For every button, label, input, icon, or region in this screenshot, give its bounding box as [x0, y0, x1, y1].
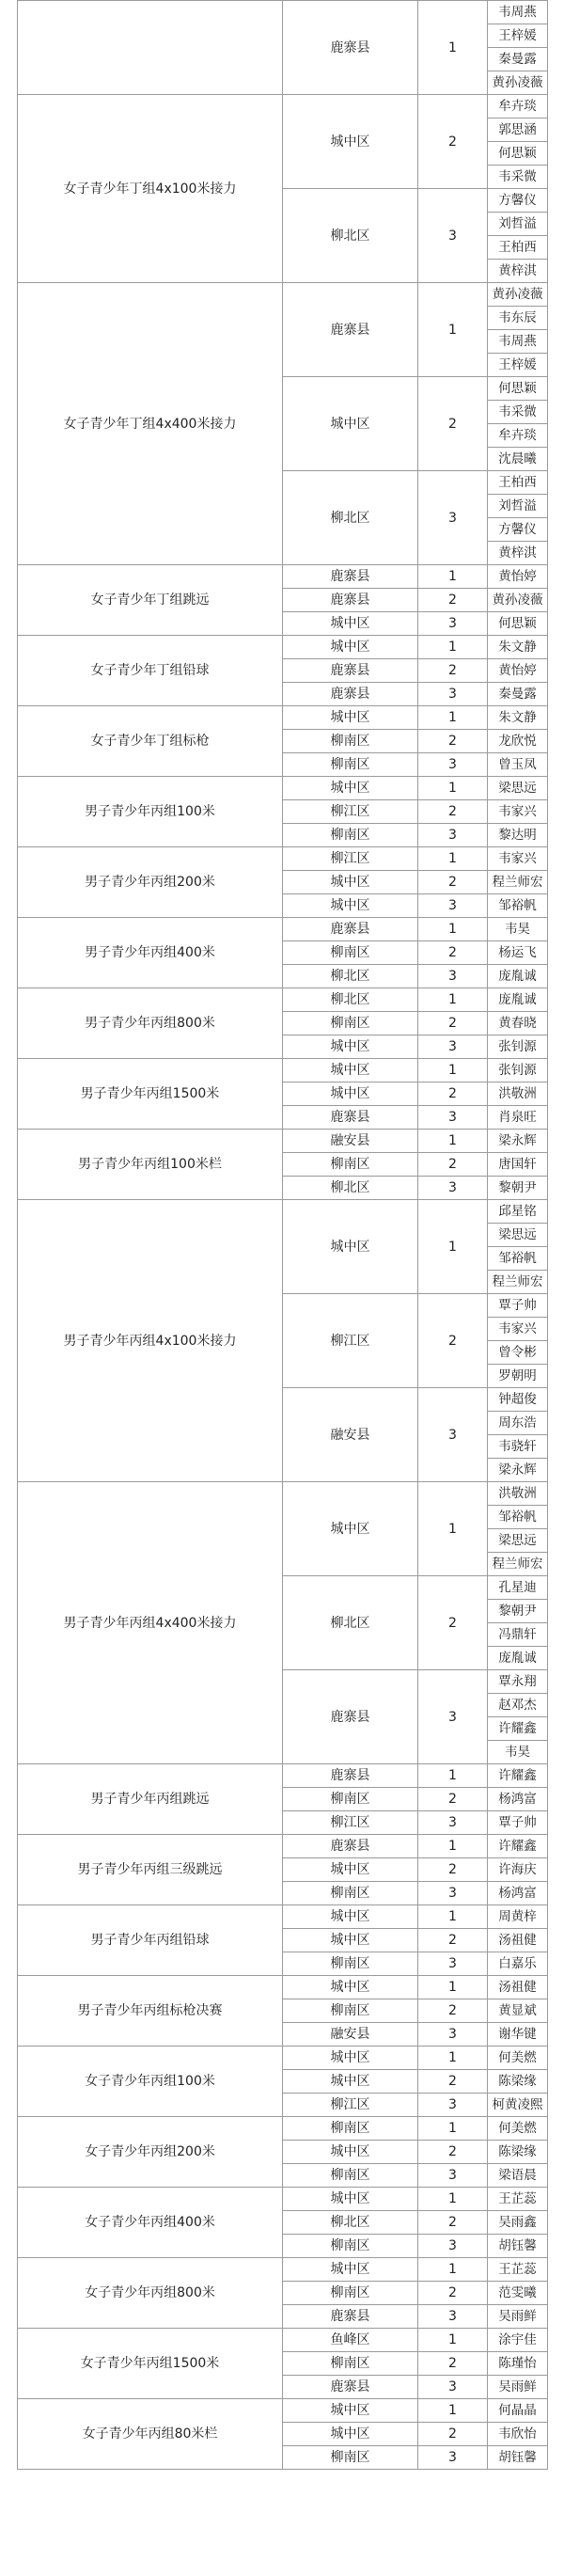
athlete-name: 胡钰馨: [488, 2235, 548, 2258]
athlete-name: 许耀鑫: [488, 1835, 548, 1858]
event-name: 女子青少年丙组1500米: [18, 2329, 283, 2399]
athlete-name: 黎朝尹: [488, 1177, 548, 1200]
table-row: [18, 988, 548, 1012]
athlete-name: 罗朝明: [488, 1365, 548, 1388]
rank: 2: [418, 1012, 488, 1035]
district: 柳南区: [283, 2282, 418, 2305]
table-row: [18, 1200, 548, 1224]
athlete-name: 方馨仪: [488, 518, 548, 542]
event-name: 男子青少年丙组1500米: [18, 1059, 283, 1130]
rank: 3: [418, 2094, 488, 2117]
athlete-name: 黎朝尹: [488, 1600, 548, 1623]
rank: 3: [418, 894, 488, 918]
rank: 3: [418, 612, 488, 636]
district: 鹿寨县: [283, 683, 418, 706]
rank: 2: [418, 730, 488, 753]
athlete-name: 黄显斌: [488, 1999, 548, 2023]
athlete-name: 程兰师宏: [488, 1553, 548, 1576]
district: 柳南区: [283, 1952, 418, 1976]
rank: 3: [418, 1106, 488, 1130]
rank: 1: [418, 777, 488, 800]
athlete-name: 郭思涵: [488, 119, 548, 142]
rank: 2: [418, 2211, 488, 2235]
rank: 1: [418, 1059, 488, 1083]
rank: 1: [418, 706, 488, 730]
athlete-name: 何美燃: [488, 2047, 548, 2070]
table-row: [18, 636, 548, 659]
athlete-name: 韦周燕: [488, 1, 548, 24]
rank: 2: [418, 377, 488, 471]
district: 柳江区: [283, 2094, 418, 2117]
athlete-name: 许海庆: [488, 1858, 548, 1882]
district: 柳北区: [283, 2211, 418, 2235]
district: 城中区: [283, 1858, 418, 1882]
table-row: [18, 565, 548, 589]
athlete-name: 何美燃: [488, 2117, 548, 2141]
district: 城中区: [283, 2141, 418, 2164]
athlete-name: 肖泉旺: [488, 1106, 548, 1130]
district: 鹿寨县: [283, 1835, 418, 1858]
athlete-name: 梁思远: [488, 1224, 548, 1247]
table-row: [18, 1835, 548, 1858]
district: 融安县: [283, 1388, 418, 1482]
rank: 1: [418, 283, 488, 377]
athlete-name: 庞胤诚: [488, 1647, 548, 1670]
rank: 2: [418, 1788, 488, 1811]
athlete-name: 程兰师宏: [488, 871, 548, 894]
rank: 2: [418, 95, 488, 189]
rank: 3: [418, 2235, 488, 2258]
table-row: [18, 918, 548, 941]
rank: 1: [418, 2399, 488, 2423]
district: 城中区: [283, 2047, 418, 2070]
event-name: 男子青少年丙组4x400米接力: [18, 1482, 283, 1764]
table-row: [18, 2047, 548, 2070]
athlete-name: 孔星迪: [488, 1576, 548, 1600]
district: 鹿寨县: [283, 2305, 418, 2329]
athlete-name: 韦昊: [488, 1741, 548, 1764]
athlete-name: 冯鼎轩: [488, 1623, 548, 1647]
district: 柳南区: [283, 1999, 418, 2023]
athlete-name: 黄孙凌薇: [488, 283, 548, 307]
athlete-name: 王柏西: [488, 236, 548, 260]
table-row: [18, 2258, 548, 2282]
district: 城中区: [283, 2188, 418, 2211]
rank: 1: [418, 636, 488, 659]
district: 城中区: [283, 2258, 418, 2282]
district: 柳南区: [283, 824, 418, 847]
athlete-name: 涂宇佳: [488, 2329, 548, 2352]
rank: 1: [418, 2188, 488, 2211]
district: 鹿寨县: [283, 1, 418, 95]
rank: 2: [418, 2141, 488, 2164]
athlete-name: 邹裕帆: [488, 1506, 548, 1529]
district: 柳南区: [283, 2117, 418, 2141]
athlete-name: 秦曼露: [488, 683, 548, 706]
athlete-name: 许耀鑫: [488, 1717, 548, 1741]
athlete-name: 梁永辉: [488, 1459, 548, 1482]
athlete-name: 曾玉凤: [488, 753, 548, 777]
athlete-name: 黄梓淇: [488, 260, 548, 283]
athlete-name: 周东浩: [488, 1412, 548, 1435]
event-name: 男子青少年丙组标枪决赛: [18, 1976, 283, 2047]
athlete-name: 许耀鑫: [488, 1764, 548, 1788]
event-name: 男子青少年丙组100米: [18, 777, 283, 847]
rank: 3: [418, 1388, 488, 1482]
table-row: [18, 706, 548, 730]
athlete-name: 方馨仪: [488, 189, 548, 213]
athlete-name: 韦东辰: [488, 307, 548, 330]
district: 城中区: [283, 1482, 418, 1576]
event-name: 女子青少年丙组200米: [18, 2117, 283, 2188]
athlete-name: 陈梁缘: [488, 2141, 548, 2164]
event-name: [18, 1, 283, 95]
rank: 1: [418, 2258, 488, 2282]
rank: 3: [418, 1670, 488, 1764]
event-name: 男子青少年丙组100米栏: [18, 1130, 283, 1200]
athlete-name: 柯黄凌熙: [488, 2094, 548, 2117]
district: 鹿寨县: [283, 918, 418, 941]
rank: 2: [418, 659, 488, 683]
athlete-name: 张钊源: [488, 1059, 548, 1083]
rank: 1: [418, 918, 488, 941]
athlete-name: 韦昊: [488, 918, 548, 941]
district: 城中区: [283, 1976, 418, 1999]
athlete-name: 汤祖健: [488, 1976, 548, 1999]
athlete-name: 黄孙凌薇: [488, 71, 548, 95]
event-name: 男子青少年丙组200米: [18, 847, 283, 918]
rank: 1: [418, 1976, 488, 1999]
table-row: [18, 2188, 548, 2211]
rank: 3: [418, 2446, 488, 2470]
district: 鱼峰区: [283, 2329, 418, 2352]
results-table: [17, 0, 548, 2470]
table-row: [18, 1059, 548, 1083]
district: 城中区: [283, 2423, 418, 2446]
district: 柳北区: [283, 1576, 418, 1670]
district: 城中区: [283, 95, 418, 189]
rank: 2: [418, 1576, 488, 1670]
rank: 3: [418, 189, 488, 283]
athlete-name: 黄春晓: [488, 1012, 548, 1035]
athlete-name: 胡钰馨: [488, 2446, 548, 2470]
table-row: [18, 2329, 548, 2352]
athlete-name: 牟卉琰: [488, 95, 548, 119]
table-row: [18, 1764, 548, 1788]
district: 城中区: [283, 1059, 418, 1083]
district: 柳南区: [283, 2446, 418, 2470]
athlete-name: 黄梓淇: [488, 542, 548, 565]
event-name: 女子青少年丙组80米栏: [18, 2399, 283, 2470]
rank: 1: [418, 565, 488, 589]
athlete-name: 钟超俊: [488, 1388, 548, 1412]
athlete-name: 韦欣怡: [488, 2423, 548, 2446]
district: 鹿寨县: [283, 565, 418, 589]
rank: 3: [418, 1811, 488, 1835]
athlete-name: 黄怡婷: [488, 659, 548, 683]
event-name: 女子青少年丁组跳远: [18, 565, 283, 636]
athlete-name: 杨运飞: [488, 941, 548, 965]
rank: 3: [418, 965, 488, 988]
rank: 2: [418, 1083, 488, 1106]
district: 柳南区: [283, 730, 418, 753]
district: 城中区: [283, 1905, 418, 1929]
athlete-name: 王梓媛: [488, 24, 548, 48]
district: 柳南区: [283, 2352, 418, 2376]
athlete-name: 秦曼露: [488, 48, 548, 71]
athlete-name: 谢华键: [488, 2023, 548, 2047]
district: 柳江区: [283, 1811, 418, 1835]
district: 融安县: [283, 1130, 418, 1153]
athlete-name: 梁永辉: [488, 1130, 548, 1153]
athlete-name: 邱星铭: [488, 1200, 548, 1224]
rank: 1: [418, 1200, 488, 1294]
athlete-name: 程兰师宏: [488, 1271, 548, 1294]
district: 鹿寨县: [283, 589, 418, 612]
district: 城中区: [283, 894, 418, 918]
athlete-name: 汤祖健: [488, 1929, 548, 1952]
table-row: [18, 1482, 548, 1506]
athlete-name: 王柏西: [488, 471, 548, 495]
table-row: [18, 95, 548, 119]
district: 城中区: [283, 1200, 418, 1294]
event-name: 男子青少年丙组800米: [18, 988, 283, 1059]
athlete-name: 邹裕帆: [488, 894, 548, 918]
table-row: [18, 1130, 548, 1153]
athlete-name: 韦家兴: [488, 847, 548, 871]
athlete-name: 覃永翔: [488, 1670, 548, 1694]
rank: 2: [418, 1858, 488, 1882]
event-name: 男子青少年丙组跳远: [18, 1764, 283, 1835]
table-row: [18, 1976, 548, 1999]
rank: 3: [418, 471, 488, 565]
rank: 2: [418, 589, 488, 612]
event-name: 男子青少年丙组4x100米接力: [18, 1200, 283, 1482]
athlete-name: 梁语晨: [488, 2164, 548, 2188]
athlete-name: 洪敬洲: [488, 1482, 548, 1506]
district: 柳南区: [283, 753, 418, 777]
athlete-name: 朱文静: [488, 706, 548, 730]
event-name: 女子青少年丙组800米: [18, 2258, 283, 2329]
rank: 3: [418, 1952, 488, 1976]
athlete-name: 陈梁缘: [488, 2070, 548, 2094]
district: 城中区: [283, 2399, 418, 2423]
table-row: [18, 1905, 548, 1929]
athlete-name: 洪敬洲: [488, 1083, 548, 1106]
rank: 2: [418, 2282, 488, 2305]
rank: 2: [418, 2352, 488, 2376]
district: 柳南区: [283, 1882, 418, 1905]
event-name: 女子青少年丁组4x100米接力: [18, 95, 283, 283]
district: 城中区: [283, 636, 418, 659]
rank: 3: [418, 2164, 488, 2188]
district: 鹿寨县: [283, 283, 418, 377]
district: 柳南区: [283, 1012, 418, 1035]
athlete-name: 刘哲溢: [488, 495, 548, 518]
athlete-name: 覃子帅: [488, 1811, 548, 1835]
athlete-name: 韦周燕: [488, 330, 548, 354]
rank: 2: [418, 1999, 488, 2023]
table-row: [18, 283, 548, 307]
district: 城中区: [283, 1083, 418, 1106]
district: 柳南区: [283, 2235, 418, 2258]
district: 柳北区: [283, 1177, 418, 1200]
athlete-name: 王梓媛: [488, 354, 548, 377]
district: 鹿寨县: [283, 1764, 418, 1788]
district: 柳北区: [283, 965, 418, 988]
rank: 2: [418, 1294, 488, 1388]
athlete-name: 陈瑾怡: [488, 2352, 548, 2376]
district: 柳南区: [283, 941, 418, 965]
district: 柳江区: [283, 1294, 418, 1388]
rank: 3: [418, 683, 488, 706]
rank: 2: [418, 800, 488, 824]
district: 融安县: [283, 2023, 418, 2047]
athlete-name: 庞胤诚: [488, 965, 548, 988]
athlete-name: 梁思远: [488, 777, 548, 800]
district: 鹿寨县: [283, 2376, 418, 2399]
athlete-name: 何思颖: [488, 612, 548, 636]
athlete-name: 赵邓杰: [488, 1694, 548, 1717]
rank: 1: [418, 1482, 488, 1576]
rank: 1: [418, 1, 488, 95]
district: 城中区: [283, 1929, 418, 1952]
rank: 3: [418, 2376, 488, 2399]
rank: 3: [418, 2023, 488, 2047]
rank: 3: [418, 2305, 488, 2329]
athlete-name: 何思颖: [488, 142, 548, 166]
rank: 1: [418, 2329, 488, 2352]
athlete-name: 龙欣悦: [488, 730, 548, 753]
athlete-name: 韦骁轩: [488, 1435, 548, 1459]
athlete-name: 白嘉乐: [488, 1952, 548, 1976]
athlete-name: 王芷蕊: [488, 2188, 548, 2211]
table-row: [18, 2117, 548, 2141]
rank: 1: [418, 1905, 488, 1929]
athlete-name: 杨鸿富: [488, 1788, 548, 1811]
athlete-name: 周黄梓: [488, 1905, 548, 1929]
event-name: 女子青少年丁组标枪: [18, 706, 283, 777]
athlete-name: 牟卉琰: [488, 424, 548, 448]
table-row: [18, 1, 548, 24]
athlete-name: 杨鸿富: [488, 1882, 548, 1905]
athlete-name: 何晶晶: [488, 2399, 548, 2423]
event-name: 女子青少年丁组4x400米接力: [18, 283, 283, 565]
event-name: 男子青少年丙组三级跳远: [18, 1835, 283, 1905]
athlete-name: 邹裕帆: [488, 1247, 548, 1271]
athlete-name: 梁思远: [488, 1529, 548, 1553]
athlete-name: 庞胤诚: [488, 988, 548, 1012]
district: 城中区: [283, 2070, 418, 2094]
rank: 3: [418, 1882, 488, 1905]
rank: 1: [418, 988, 488, 1012]
district: 柳北区: [283, 189, 418, 283]
athlete-name: 吴雨鲜: [488, 2305, 548, 2329]
athlete-name: 黄孙凌薇: [488, 589, 548, 612]
district: 城中区: [283, 871, 418, 894]
rank: 3: [418, 824, 488, 847]
rank: 1: [418, 2047, 488, 2070]
district: 城中区: [283, 377, 418, 471]
event-name: 女子青少年丁组铅球: [18, 636, 283, 706]
rank: 2: [418, 871, 488, 894]
district: 柳江区: [283, 800, 418, 824]
athlete-name: 朱文静: [488, 636, 548, 659]
table-row: [18, 847, 548, 871]
athlete-name: 张钊源: [488, 1035, 548, 1059]
athlete-name: 吴雨鑫: [488, 2211, 548, 2235]
rank: 2: [418, 2423, 488, 2446]
district: 鹿寨县: [283, 1106, 418, 1130]
district: 鹿寨县: [283, 659, 418, 683]
rank: 1: [418, 847, 488, 871]
rank: 1: [418, 2117, 488, 2141]
table-row: [18, 777, 548, 800]
event-name: 女子青少年丙组100米: [18, 2047, 283, 2117]
rank: 3: [418, 1035, 488, 1059]
athlete-name: 曾令彬: [488, 1341, 548, 1365]
district: 城中区: [283, 706, 418, 730]
district: 柳江区: [283, 847, 418, 871]
district: 柳南区: [283, 1153, 418, 1177]
district: 城中区: [283, 612, 418, 636]
athlete-name: 沈晨曦: [488, 448, 548, 471]
district: 柳北区: [283, 988, 418, 1012]
athlete-name: 何思颖: [488, 377, 548, 401]
rank: 2: [418, 2070, 488, 2094]
rank: 1: [418, 1764, 488, 1788]
athlete-name: 韦采微: [488, 401, 548, 424]
rank: 1: [418, 1835, 488, 1858]
athlete-name: 范雯曦: [488, 2282, 548, 2305]
athlete-name: 韦采微: [488, 166, 548, 189]
athlete-name: 唐国轩: [488, 1153, 548, 1177]
athlete-name: 王芷蕊: [488, 2258, 548, 2282]
rank: 2: [418, 941, 488, 965]
district: 柳南区: [283, 2164, 418, 2188]
event-name: 男子青少年丙组400米: [18, 918, 283, 988]
district: 柳北区: [283, 471, 418, 565]
event-name: 男子青少年丙组铅球: [18, 1905, 283, 1976]
rank: 3: [418, 1177, 488, 1200]
rank: 3: [418, 753, 488, 777]
athlete-name: 韦家兴: [488, 1318, 548, 1341]
rank: 2: [418, 1929, 488, 1952]
athlete-name: 吴雨鲜: [488, 2376, 548, 2399]
athlete-name: 覃子帅: [488, 1294, 548, 1318]
athlete-name: 刘哲溢: [488, 213, 548, 236]
athlete-name: 黄怡婷: [488, 565, 548, 589]
athlete-name: 韦家兴: [488, 800, 548, 824]
athlete-name: 黎达明: [488, 824, 548, 847]
rank: 1: [418, 1130, 488, 1153]
district: 城中区: [283, 1035, 418, 1059]
district: 城中区: [283, 777, 418, 800]
table-row: [18, 2399, 548, 2423]
event-name: 女子青少年丙组400米: [18, 2188, 283, 2258]
rank: 2: [418, 1153, 488, 1177]
district: 柳南区: [283, 1788, 418, 1811]
district: 鹿寨县: [283, 1670, 418, 1764]
